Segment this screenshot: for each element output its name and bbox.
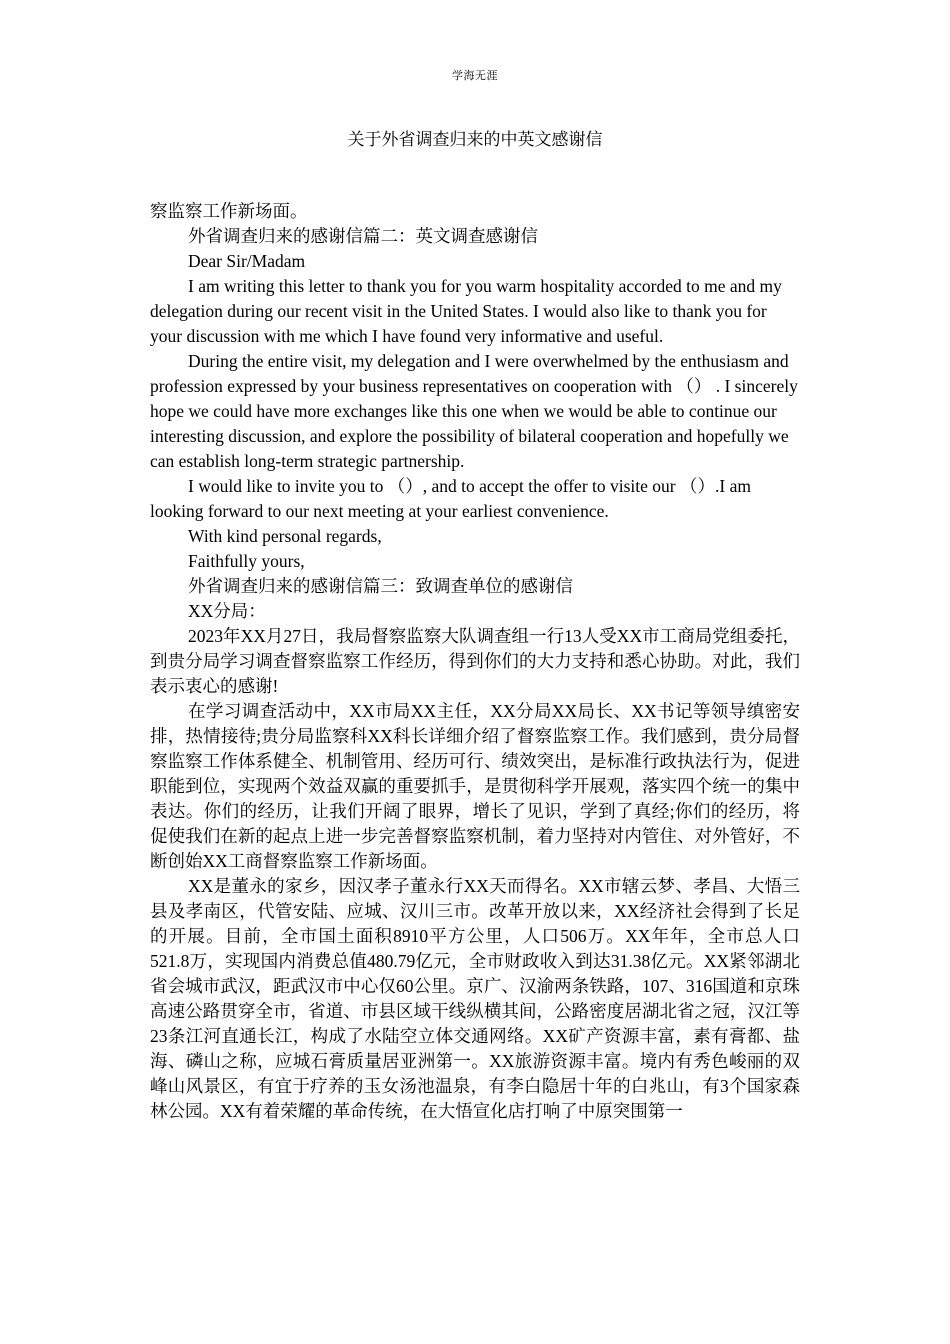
paragraph: XX分局： (188, 601, 266, 621)
paragraph: Dear Sir/Madam (188, 251, 306, 271)
paragraph: 在学习调查活动中，XX市局XX主任，XX分局XX局长、XX书记等领导缜密安排，热情接待;贵分局监察科XX科长详细介绍了督察监察工作。我们感到，贵分局督察监察工作体系健全、机制管用、经历可行、绩效突出，是标准行政执法行为，促进职能到位，实现两个效益双赢的重要抓手，是贯彻科学开展观，落实四个统一的集中表达。你们的经历，让我们开阔了眼界，增长了见识，学到了真经;你们的经历，将促使我们在新的起点上进一步完善督察监察机制，着力坚持对内管住、对外管好，不断创始XX工商督察监察工作新场面。 (150, 701, 800, 871)
paragraph: 2023年XX月27日，我局督察监察大队调查组一行13人受XX市工商局党组委托，到贵分局学习调查督察监察工作经历，得到你们的大力支持和悉心协助。对此，我们表示衷心的感谢! (150, 626, 800, 696)
document-title: 关于外省调查归来的中英文感谢信 (347, 130, 603, 149)
paragraph: I am writing this letter to thank you for you warm hospitality accorded to me and my delegation during our recent visit in the United States. I would also like to thank you for your discussion with me which I have found very informative and useful. (150, 276, 782, 346)
paragraph: 外省调查归来的感谢信篇二：英文调查感谢信 (188, 226, 538, 246)
paragraph: Faithfully yours, (188, 551, 305, 571)
paragraph: 外省调查归来的感谢信篇三：致调查单位的感谢信 (188, 576, 573, 596)
paragraph: 察监察工作新场面。 (150, 201, 308, 221)
page-header: 学海无涯 (452, 70, 498, 82)
paragraph: I would like to invite you to （）, and to accept the offer to visite our （）.I am looking forward to our next meeting at your earliest convenience. (150, 476, 751, 521)
paragraph: During the entire visit, my delegation and I were overwhelmed by the enthusiasm and profession expressed by your business representatives on cooperation with （） . I sincerely hope we could have more exchanges like this one when we would be able to continue our interesting discussion, and explore the possibility of bilateral cooperation and hopefully we can establish long-term strategic partnership. (150, 351, 798, 471)
paragraph: With kind personal regards, (188, 526, 382, 546)
paragraph: XX是董永的家乡，因汉孝子董永行XX天而得名。XX市辖云梦、孝昌、大悟三县及孝南区，代管安陆、应城、汉川三市。改革开放以来，XX经济社会得到了长足的开展。目前，全市国土面积8910平方公里，人口506万。XX年年，全市总人口521.8万，实现国内消费总值480.79亿元，全市财政收入到达31.38亿元。XX紧邻湖北省会城市武汉，距武汉市中心仅60公里。京广、汉渝两条铁路，107、316国道和京珠高速公路贯穿全市，省道、市县区域干线纵横其间，公路密度居湖北省之冠，汉江等23条江河直通长江，构成了水陆空立体交通网络。XX矿产资源丰富，素有膏都、盐海、磷山之称，应城石膏质量居亚洲第一。XX旅游资源丰富。境内有秀色峻丽的双峰山风景区，有宜于疗养的玉女汤池温泉，有李白隐居十年的白兆山，有3个国家森林公园。XX有着荣耀的革命传统，在大悟宣化店打响了中原突围第一 (150, 876, 800, 1121)
document-body (150, 199, 800, 1124)
